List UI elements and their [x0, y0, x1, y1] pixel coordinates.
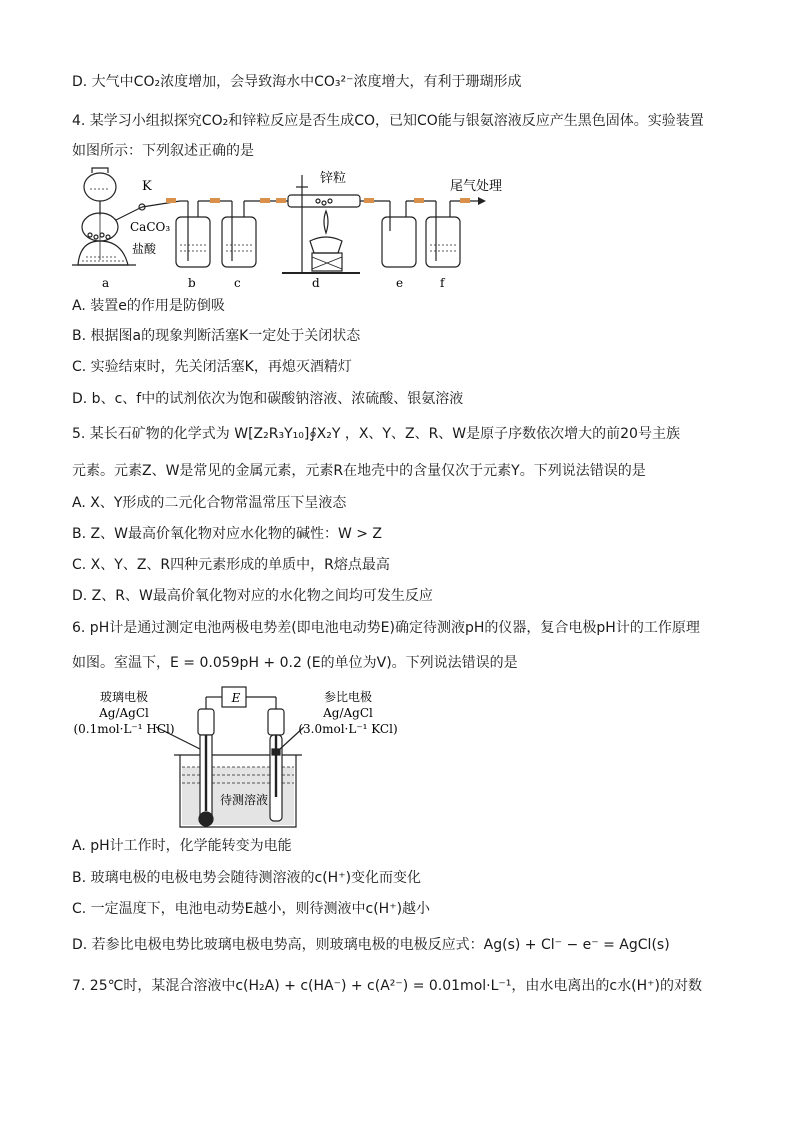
q4-option-b: B. 根据图a的现象判断活塞K一定处于关闭状态: [72, 328, 361, 344]
q6-stem-line1: 6. pH计是通过测定电池两极电势差(即电池电动势E)确定待测液pH的仪器，复合电极pH计的工作原理: [72, 620, 700, 636]
q6-option-d: D. 若参比电极电势比玻璃电极电势高，则玻璃电极的电极反应式：Ag(s) + Cl⁻ − e⁻ = AgCl(s): [72, 937, 670, 953]
label-b: b: [188, 276, 196, 290]
bottle-b: [176, 217, 210, 267]
q5-option-a: A. X、Y形成的二元化合物常温常压下呈液态: [72, 495, 347, 511]
bottle-e: [382, 217, 416, 267]
q4-stem-line2: 如图所示：下列叙述正确的是: [72, 143, 254, 159]
label-caco3: CaCO₃: [130, 220, 171, 234]
glass-electrode-agcl: Ag/AgCl: [99, 706, 149, 720]
q5-stem-line1: 5. 某长石矿物的化学式为 W[Z₂R₃Y₁₀]∮X₂Y ，X、Y、Z、R、W是原子序数依次增大的前20号主族: [72, 426, 680, 442]
q6-option-b: B. 玻璃电极的电极电势会随待测溶液的c(H⁺)变化而变化: [72, 870, 422, 886]
reference-electrode-cap: [268, 709, 284, 735]
q6-stem-line2: 如图。室温下，E = 0.059pH + 0.2 (E的单位为V)。下列说法错误的是: [72, 655, 518, 671]
reference-electrode-title: 参比电极: [323, 690, 373, 704]
glass-bulb: [199, 812, 213, 826]
label-d: d: [312, 276, 320, 290]
glass-electrode-solution: (0.1mol·L⁻¹ HCl): [73, 722, 175, 736]
q3-option-d: D. 大气中CO₂浓度增加，会导致海水中CO₃²⁻浓度增大，有利于珊瑚形成: [72, 74, 522, 90]
q4-stem-line1: 4. 某学习小组拟探究CO₂和锌粒反应是否生成CO，已知CO能与银氨溶液反应产生黑色固体。实验装置: [72, 113, 704, 129]
q4-apparatus-figure: [70, 165, 510, 290]
glass-electrode-title: 玻璃电极: [99, 690, 149, 704]
label-e: e: [396, 276, 404, 290]
kipp-top-bulb: [84, 173, 116, 201]
e-box-label: E: [231, 691, 241, 705]
alcohol-lamp: [310, 237, 342, 253]
label-c: c: [234, 276, 241, 290]
label-a: a: [102, 276, 110, 290]
label-exhaust: 尾气处理: [450, 179, 503, 194]
glass-electrode-cap: [198, 709, 214, 735]
q6-option-a: A. pH计工作时，化学能转变为电能: [72, 838, 292, 854]
q6-option-c: C. 一定温度下，电池电动势E越小，则待测液中c(H⁺)越小: [72, 901, 431, 917]
q4-option-c: C. 实验结束时，先关闭活塞K，再熄灭酒精灯: [72, 359, 352, 375]
test-solution-label: 待测溶液: [219, 793, 269, 807]
label-k: K: [142, 179, 152, 194]
label-zinc: 锌粒: [320, 171, 347, 186]
bottle-f: [426, 217, 460, 267]
q6-ph-meter-figure: [70, 685, 430, 835]
label-acid: 盐酸: [132, 242, 157, 256]
q5-option-c: C. X、Y、Z、R四种元素形成的单质中，R熔点最高: [72, 557, 390, 573]
q7-stem-line1: 7. 25℃时，某混合溶液中c(H₂A) + c(HA⁻) + c(A²⁻) = 0.01mol·L⁻¹，由水电离出的c水(H⁺)的对数: [72, 978, 702, 994]
q4-option-d: D. b、c、f中的试剂依次为饱和碳酸钠溶液、浓硫酸、银氨溶液: [72, 391, 464, 407]
q5-option-d: D. Z、R、W最高价氧化物对应的水化物之间均可发生反应: [72, 588, 433, 604]
exhaust-arrow-icon: [478, 197, 486, 205]
q5-stem-line2: 元素。元素Z、W是常见的金属元素，元素R在地壳中的含量仅次于元素Y。下列说法错误的是: [72, 463, 646, 479]
label-f: f: [440, 276, 445, 290]
reference-electrode-agcl: Ag/AgCl: [323, 706, 373, 720]
reference-electrode-solution: (3.0mol·L⁻¹ KCl): [298, 722, 398, 736]
q4-option-a: A. 装置e的作用是防倒吸: [72, 298, 225, 314]
bottle-c: [222, 217, 256, 267]
q5-option-b: B. Z、W最高价氧化物对应水化物的碱性：W > Z: [72, 526, 383, 542]
